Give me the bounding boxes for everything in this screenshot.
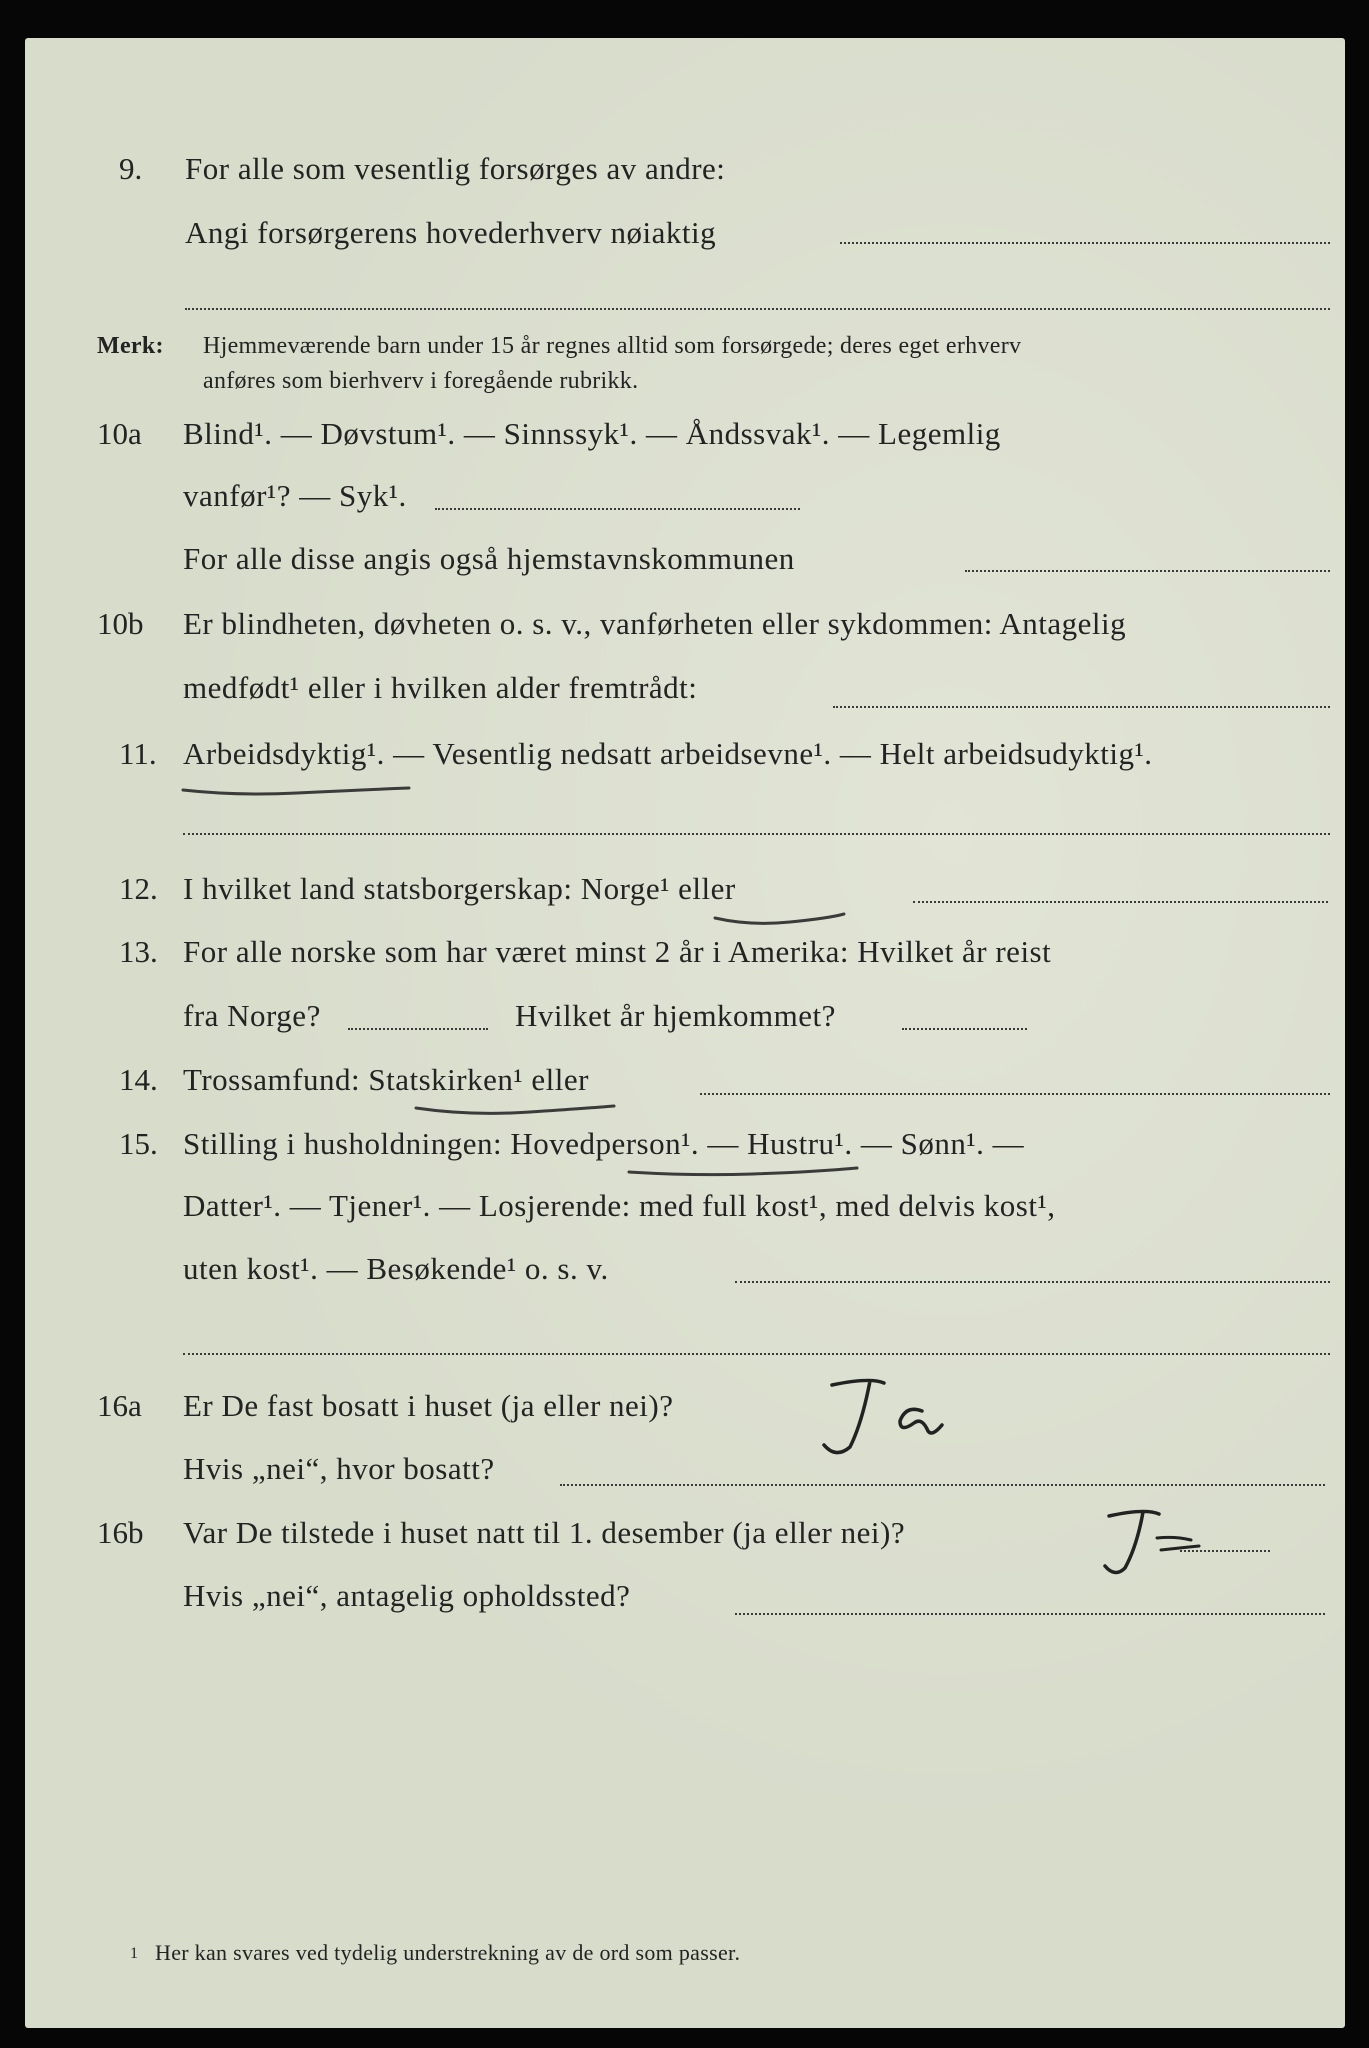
q14-number: 14. xyxy=(119,1062,158,1097)
q9-line1: For alle som vesentlig forsørges av andre: xyxy=(185,151,726,186)
statskirken-underline xyxy=(410,1096,620,1122)
q10b-answer-line[interactable] xyxy=(833,706,1330,708)
q16a-line1: Er De fast bosatt i huset (ja eller nei)? xyxy=(183,1388,674,1423)
q16b-line2: Hvis „nei“, antagelig opholdssted? xyxy=(183,1578,631,1613)
q15-line3: uten kost¹. — Besøkende¹ o. s. v. xyxy=(183,1251,609,1286)
q10a-line1: Blind¹. — Døvstum¹. — Sinnssyk¹. — Åndssvak¹. — Legemlig xyxy=(183,416,1001,451)
q10a-answer-line[interactable] xyxy=(435,508,800,510)
q13-line1: For alle norske som har været minst 2 år i Amerika: Hvilket år reist xyxy=(183,934,1052,969)
q13-line2a: fra Norge? xyxy=(183,998,321,1033)
merk-label: Merk: xyxy=(97,333,164,359)
q15-answer-line[interactable] xyxy=(735,1281,1330,1283)
q14-answer-line[interactable] xyxy=(700,1093,1330,1095)
q15-answer-line-2[interactable] xyxy=(183,1353,1330,1355)
q9-number: 9. xyxy=(119,151,143,186)
q16a-answer-line[interactable] xyxy=(560,1484,1325,1486)
q15-number: 15. xyxy=(119,1126,158,1161)
q14-line1: Trossamfund: Statskirken¹ eller xyxy=(183,1062,589,1097)
footnote-text: Her kan svares ved tydelig understrekning av de ord som passer. xyxy=(155,1940,741,1965)
q10a-line3: For alle disse angis også hjemstavnskommunen xyxy=(183,541,795,576)
q9-line2: Angi forsørgerens hovederhverv nøiaktig xyxy=(185,215,717,250)
q16b-answer-line[interactable] xyxy=(1180,1550,1270,1552)
hovedperson-underline xyxy=(623,1160,863,1184)
q15-line2: Datter¹. — Tjener¹. — Losjerende: med full kost¹, med delvis kost¹, xyxy=(183,1188,1056,1223)
census-form-page xyxy=(25,38,1345,2028)
merk-line1: Hjemmeværende barn under 15 år regnes alltid som forsørgede; deres eget erhverv xyxy=(203,333,1022,359)
q11-line1: Arbeidsdyktig¹. — Vesentlig nedsatt arbeidsevne¹. — Helt arbeidsudyktig¹. xyxy=(183,736,1153,771)
q10b-number: 10b xyxy=(97,606,144,641)
q12-line1: I hvilket land statsborgerskap: Norge¹ eller xyxy=(183,871,736,906)
arbeidsdyktig-underline xyxy=(177,770,417,800)
q13-line2b: Hvilket år hjemkommet? xyxy=(515,998,836,1033)
q13-number: 13. xyxy=(119,934,158,969)
q15-line1: Stilling i husholdningen: Hovedperson¹. — Hustru¹. — Sønn¹. — xyxy=(183,1126,1025,1161)
q11-number: 11. xyxy=(119,736,157,771)
q16b-opholdssted-line[interactable] xyxy=(735,1613,1325,1615)
q11-answer-line[interactable] xyxy=(183,833,1330,835)
merk-line2: anføres som bierhverv i foregående rubrikk. xyxy=(203,368,639,394)
q10a-line2: vanfør¹? — Syk¹. xyxy=(183,478,407,513)
q16b-handwritten-answer xyxy=(1095,1496,1215,1586)
q12-number: 12. xyxy=(119,871,158,906)
q16a-handwritten-answer xyxy=(810,1363,970,1463)
q12-answer-line[interactable] xyxy=(913,901,1328,903)
q9-answer-line[interactable] xyxy=(840,242,1330,244)
q16a-number: 16a xyxy=(97,1388,142,1423)
q10b-line2: medfødt¹ eller i hvilken alder fremtrådt: xyxy=(183,670,698,705)
q10a-number: 10a xyxy=(97,416,142,451)
q13-reist-line[interactable] xyxy=(348,1028,488,1030)
q10b-line1: Er blindheten, døvheten o. s. v., vanførheten eller sykdommen: Antagelig xyxy=(183,606,1127,641)
q16b-number: 16b xyxy=(97,1515,144,1550)
q16b-line1: Var De tilstede i huset natt til 1. desember (ja eller nei)? xyxy=(183,1515,906,1550)
q13-hjemkommet-line[interactable] xyxy=(902,1028,1027,1030)
q10a-hjemstavn-line[interactable] xyxy=(965,570,1330,572)
footnote-mark: 1 xyxy=(130,1945,139,1962)
q9-answer-line-2[interactable] xyxy=(185,308,1330,310)
q16a-line2: Hvis „nei“, hvor bosatt? xyxy=(183,1451,495,1486)
norge-underline xyxy=(710,904,850,930)
